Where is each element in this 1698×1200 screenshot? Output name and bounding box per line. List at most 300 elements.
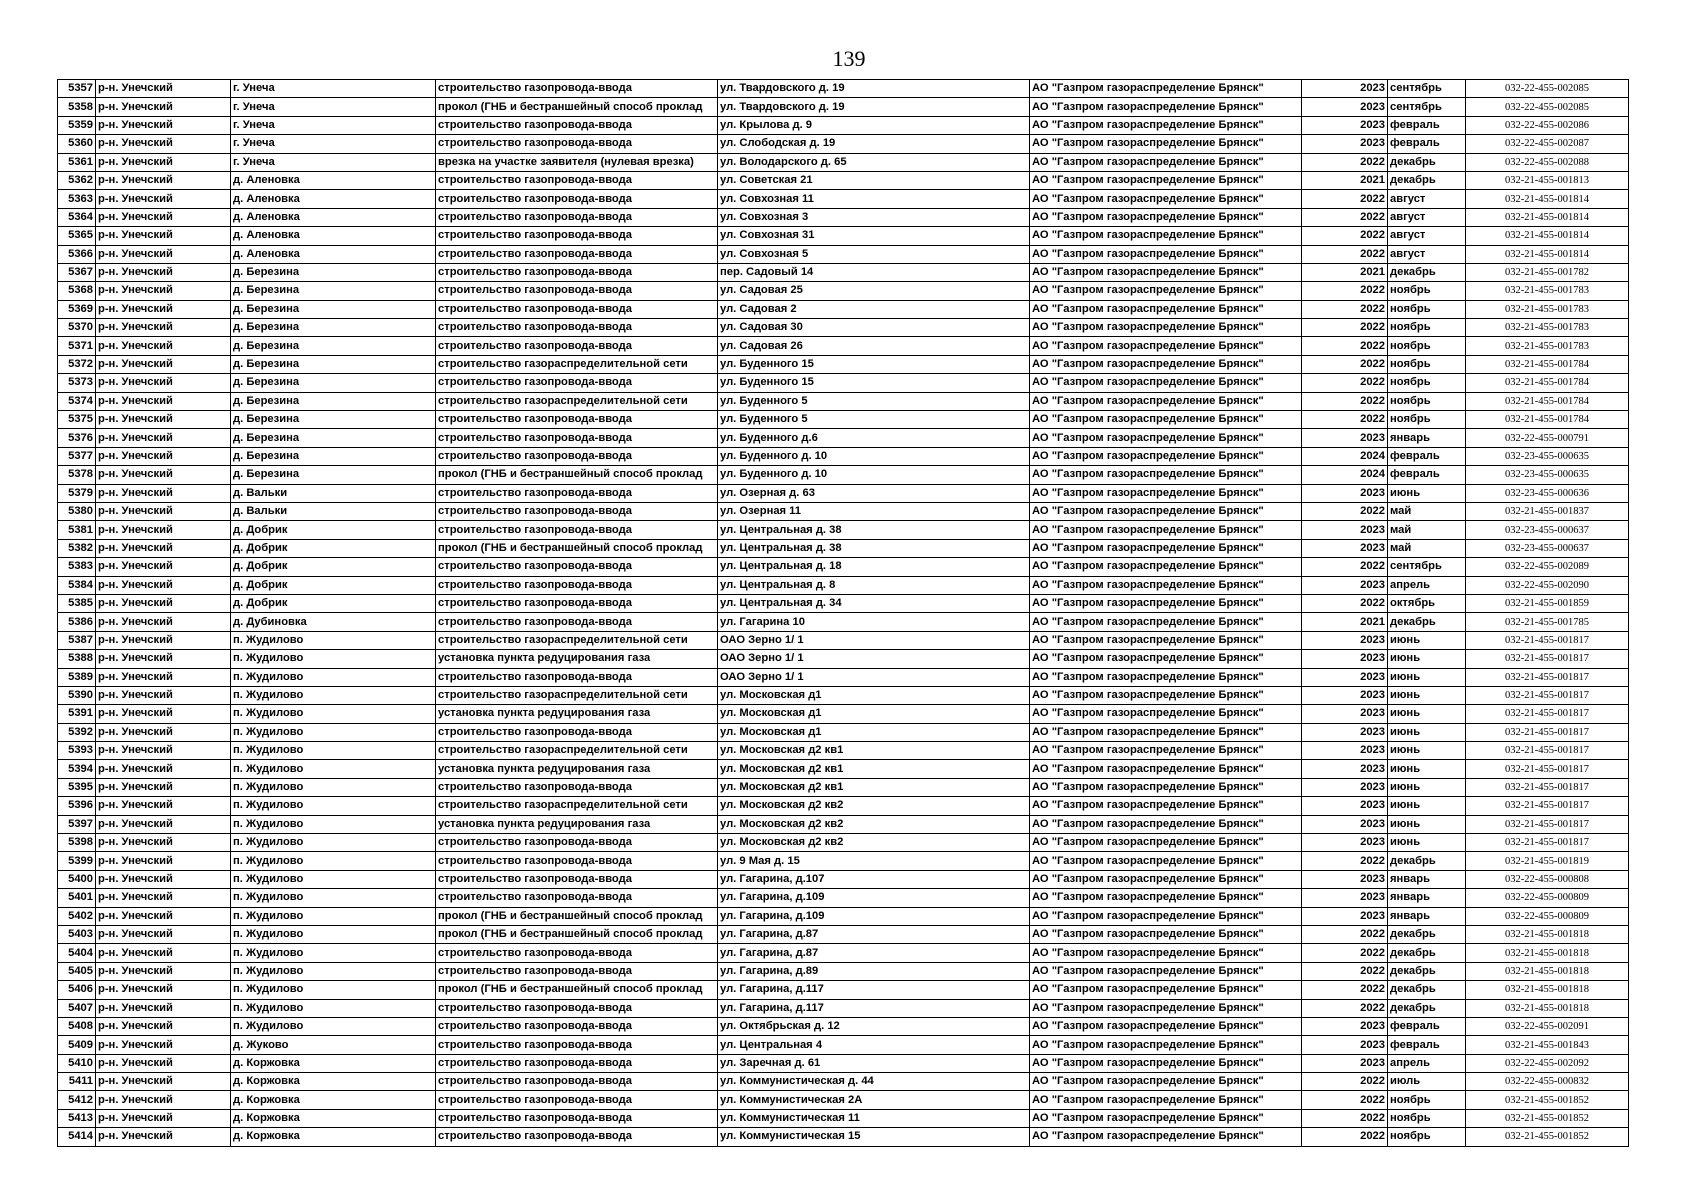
month-cell: ноябрь	[1388, 319, 1466, 337]
district-cell: р-н. Унечский	[96, 319, 231, 337]
locality-cell: п. Жудилово	[231, 999, 436, 1017]
table-row	[58, 539, 1629, 557]
month-cell: январь	[1388, 870, 1466, 888]
year-cell: 2023	[1302, 576, 1388, 594]
organization-cell: АО "Газпром газораспределение Брянск"	[1030, 760, 1302, 778]
organization-cell: АО "Газпром газораспределение Брянск"	[1030, 208, 1302, 226]
locality-cell: д. Коржовка	[231, 1128, 436, 1146]
month-cell: декабрь	[1388, 613, 1466, 631]
table-row	[58, 411, 1629, 429]
contract-code-cell: 032-21-455-001817	[1466, 668, 1629, 686]
row-number-cell: 5385	[58, 594, 96, 612]
row-number-cell: 5379	[58, 484, 96, 502]
address-cell: ул. Гагарина, д.107	[718, 870, 1030, 888]
table-row	[58, 171, 1629, 189]
address-cell: ул. Совхозная 5	[718, 245, 1030, 263]
locality-cell: д. Добрик	[231, 558, 436, 576]
year-cell: 2024	[1302, 466, 1388, 484]
row-number-cell: 5376	[58, 429, 96, 447]
work-type-cell: строительство газораспределительной сети	[436, 686, 718, 704]
table-row	[58, 594, 1629, 612]
contract-code-cell: 032-22-455-000809	[1466, 907, 1629, 925]
address-cell: ул. Твардовского д. 19	[718, 98, 1030, 116]
locality-cell: п. Жудилово	[231, 760, 436, 778]
organization-cell: АО "Газпром газораспределение Брянск"	[1030, 668, 1302, 686]
work-type-cell: строительство газопровода-ввода	[436, 1091, 718, 1109]
work-type-cell: строительство газопровода-ввода	[436, 227, 718, 245]
row-number-cell: 5405	[58, 962, 96, 980]
locality-cell: д. Коржовка	[231, 1109, 436, 1127]
contract-code-cell: 032-21-455-001782	[1466, 263, 1629, 281]
year-cell: 2021	[1302, 171, 1388, 189]
locality-cell: д. Березина	[231, 300, 436, 318]
contract-code-cell: 032-23-455-000637	[1466, 521, 1629, 539]
contract-code-cell: 032-21-455-001814	[1466, 227, 1629, 245]
organization-cell: АО "Газпром газораспределение Брянск"	[1030, 319, 1302, 337]
table-row	[58, 374, 1629, 392]
address-cell: ОАО Зерно 1/ 1	[718, 631, 1030, 649]
row-number-cell: 5389	[58, 668, 96, 686]
work-type-cell: строительство газопровода-ввода	[436, 834, 718, 852]
organization-cell: АО "Газпром газораспределение Брянск"	[1030, 135, 1302, 153]
contract-code-cell: 032-21-455-001784	[1466, 411, 1629, 429]
work-type-cell: строительство газопровода-ввода	[436, 411, 718, 429]
organization-cell: АО "Газпром газораспределение Брянск"	[1030, 153, 1302, 171]
district-cell: р-н. Унечский	[96, 981, 231, 999]
organization-cell: АО "Газпром газораспределение Брянск"	[1030, 502, 1302, 520]
month-cell: июнь	[1388, 631, 1466, 649]
month-cell: февраль	[1388, 1017, 1466, 1035]
year-cell: 2023	[1302, 668, 1388, 686]
organization-cell: АО "Газпром газораспределение Брянск"	[1030, 1109, 1302, 1127]
work-type-cell: строительство газопровода-ввода	[436, 723, 718, 741]
year-cell: 2023	[1302, 760, 1388, 778]
table-row	[58, 429, 1629, 447]
address-cell: ул. Гагарина, д.117	[718, 981, 1030, 999]
month-cell: июнь	[1388, 668, 1466, 686]
contract-code-cell: 032-21-455-001817	[1466, 723, 1629, 741]
organization-cell: АО "Газпром газораспределение Брянск"	[1030, 1036, 1302, 1054]
contract-code-cell: 032-22-455-002088	[1466, 153, 1629, 171]
work-type-cell: строительство газопровода-ввода	[436, 300, 718, 318]
organization-cell: АО "Газпром газораспределение Брянск"	[1030, 1073, 1302, 1091]
contract-code-cell: 032-21-455-001785	[1466, 613, 1629, 631]
contract-code-cell: 032-22-455-002089	[1466, 558, 1629, 576]
table-row	[58, 447, 1629, 465]
address-cell: ул. Садовая 26	[718, 337, 1030, 355]
address-cell: ул. Центральная 4	[718, 1036, 1030, 1054]
contract-code-cell: 032-21-455-001817	[1466, 760, 1629, 778]
year-cell: 2022	[1302, 962, 1388, 980]
table-row	[58, 1128, 1629, 1146]
month-cell: апрель	[1388, 1054, 1466, 1072]
row-number-cell: 5358	[58, 98, 96, 116]
locality-cell: д. Аленовка	[231, 227, 436, 245]
row-number-cell: 5393	[58, 742, 96, 760]
year-cell: 2023	[1302, 889, 1388, 907]
year-cell: 2022	[1302, 852, 1388, 870]
year-cell: 2022	[1302, 1109, 1388, 1127]
district-cell: р-н. Унечский	[96, 1091, 231, 1109]
contract-code-cell: 032-21-455-001837	[1466, 502, 1629, 520]
year-cell: 2023	[1302, 135, 1388, 153]
year-cell: 2022	[1302, 319, 1388, 337]
locality-cell: д. Аленовка	[231, 245, 436, 263]
contract-code-cell: 032-22-455-000808	[1466, 870, 1629, 888]
contract-code-cell: 032-21-455-001817	[1466, 686, 1629, 704]
locality-cell: д. Березина	[231, 355, 436, 373]
district-cell: р-н. Унечский	[96, 1128, 231, 1146]
address-cell: ОАО Зерно 1/ 1	[718, 650, 1030, 668]
contract-code-cell: 032-21-455-001814	[1466, 190, 1629, 208]
month-cell: февраль	[1388, 1036, 1466, 1054]
organization-cell: АО "Газпром газораспределение Брянск"	[1030, 429, 1302, 447]
month-cell: август	[1388, 245, 1466, 263]
work-type-cell: строительство газопровода-ввода	[436, 594, 718, 612]
locality-cell: г. Унеча	[231, 80, 436, 98]
row-number-cell: 5410	[58, 1054, 96, 1072]
locality-cell: д. Березина	[231, 447, 436, 465]
contract-code-cell: 032-21-455-001813	[1466, 171, 1629, 189]
district-cell: р-н. Унечский	[96, 907, 231, 925]
district-cell: р-н. Унечский	[96, 502, 231, 520]
row-number-cell: 5396	[58, 797, 96, 815]
table-row	[58, 521, 1629, 539]
district-cell: р-н. Унечский	[96, 1036, 231, 1054]
row-number-cell: 5372	[58, 355, 96, 373]
table-row	[58, 484, 1629, 502]
organization-cell: АО "Газпром газораспределение Брянск"	[1030, 98, 1302, 116]
row-number-cell: 5361	[58, 153, 96, 171]
year-cell: 2022	[1302, 925, 1388, 943]
contract-code-cell: 032-21-455-001843	[1466, 1036, 1629, 1054]
table-row	[58, 116, 1629, 134]
contract-code-cell: 032-21-455-001814	[1466, 245, 1629, 263]
table-row	[58, 227, 1629, 245]
address-cell: ул. Московская д2 кв2	[718, 834, 1030, 852]
district-cell: р-н. Унечский	[96, 631, 231, 649]
locality-cell: п. Жудилово	[231, 889, 436, 907]
year-cell: 2023	[1302, 742, 1388, 760]
contract-code-cell: 032-23-455-000635	[1466, 466, 1629, 484]
month-cell: ноябрь	[1388, 1091, 1466, 1109]
year-cell: 2022	[1302, 558, 1388, 576]
organization-cell: АО "Газпром газораспределение Брянск"	[1030, 1091, 1302, 1109]
table-row	[58, 870, 1629, 888]
district-cell: р-н. Унечский	[96, 374, 231, 392]
work-type-cell: прокол (ГНБ и бестраншейный способ проклад	[436, 98, 718, 116]
organization-cell: АО "Газпром газораспределение Брянск"	[1030, 355, 1302, 373]
year-cell: 2022	[1302, 355, 1388, 373]
district-cell: р-н. Унечский	[96, 613, 231, 631]
row-number-cell: 5391	[58, 705, 96, 723]
contract-code-cell: 032-21-455-001817	[1466, 778, 1629, 796]
address-cell: ул. Гагарина 10	[718, 613, 1030, 631]
address-cell: ул. Московская д2 кв1	[718, 778, 1030, 796]
district-cell: р-н. Унечский	[96, 797, 231, 815]
table-row	[58, 502, 1629, 520]
organization-cell: АО "Газпром газораспределение Брянск"	[1030, 558, 1302, 576]
contract-code-cell: 032-21-455-001784	[1466, 355, 1629, 373]
district-cell: р-н. Унечский	[96, 135, 231, 153]
year-cell: 2023	[1302, 705, 1388, 723]
row-number-cell: 5366	[58, 245, 96, 263]
district-cell: р-н. Унечский	[96, 1073, 231, 1091]
contract-code-cell: 032-21-455-001814	[1466, 208, 1629, 226]
district-cell: р-н. Унечский	[96, 227, 231, 245]
row-number-cell: 5407	[58, 999, 96, 1017]
table-row	[58, 834, 1629, 852]
year-cell: 2023	[1302, 815, 1388, 833]
row-number-cell: 5363	[58, 190, 96, 208]
contract-code-cell: 032-23-455-000635	[1466, 447, 1629, 465]
organization-cell: АО "Газпром газораспределение Брянск"	[1030, 925, 1302, 943]
month-cell: май	[1388, 502, 1466, 520]
district-cell: р-н. Унечский	[96, 742, 231, 760]
organization-cell: АО "Газпром газораспределение Брянск"	[1030, 631, 1302, 649]
month-cell: июнь	[1388, 815, 1466, 833]
work-type-cell: строительство газопровода-ввода	[436, 502, 718, 520]
contract-code-cell: 032-23-455-000637	[1466, 539, 1629, 557]
year-cell: 2022	[1302, 337, 1388, 355]
row-number-cell: 5381	[58, 521, 96, 539]
district-cell: р-н. Унечский	[96, 668, 231, 686]
contract-code-cell: 032-21-455-001783	[1466, 300, 1629, 318]
organization-cell: АО "Газпром газораспределение Брянск"	[1030, 245, 1302, 263]
year-cell: 2023	[1302, 797, 1388, 815]
organization-cell: АО "Газпром газораспределение Брянск"	[1030, 392, 1302, 410]
organization-cell: АО "Газпром газораспределение Брянск"	[1030, 447, 1302, 465]
district-cell: р-н. Унечский	[96, 944, 231, 962]
year-cell: 2022	[1302, 999, 1388, 1017]
month-cell: апрель	[1388, 576, 1466, 594]
address-cell: ул. Центральная д. 34	[718, 594, 1030, 612]
address-cell: ОАО Зерно 1/ 1	[718, 668, 1030, 686]
organization-cell: АО "Газпром газораспределение Брянск"	[1030, 484, 1302, 502]
address-cell: ул. Совхозная 3	[718, 208, 1030, 226]
table-row	[58, 466, 1629, 484]
row-number-cell: 5411	[58, 1073, 96, 1091]
address-cell: ул. Садовая 2	[718, 300, 1030, 318]
district-cell: р-н. Унечский	[96, 171, 231, 189]
district-cell: р-н. Унечский	[96, 484, 231, 502]
work-type-cell: строительство газопровода-ввода	[436, 944, 718, 962]
organization-cell: АО "Газпром газораспределение Брянск"	[1030, 116, 1302, 134]
registry-body	[58, 80, 1629, 1147]
year-cell: 2023	[1302, 686, 1388, 704]
row-number-cell: 5364	[58, 208, 96, 226]
table-row	[58, 135, 1629, 153]
address-cell: ул. Октябрьская д. 12	[718, 1017, 1030, 1035]
year-cell: 2023	[1302, 1017, 1388, 1035]
work-type-cell: строительство газопровода-ввода	[436, 1073, 718, 1091]
work-type-cell: строительство газораспределительной сети	[436, 631, 718, 649]
table-row	[58, 889, 1629, 907]
work-type-cell: строительство газопровода-ввода	[436, 889, 718, 907]
locality-cell: д. Добрик	[231, 539, 436, 557]
work-type-cell: строительство газопровода-ввода	[436, 319, 718, 337]
contract-code-cell: 032-22-455-002085	[1466, 98, 1629, 116]
organization-cell: АО "Газпром газораспределение Брянск"	[1030, 521, 1302, 539]
work-type-cell: строительство газопровода-ввода	[436, 190, 718, 208]
organization-cell: АО "Газпром газораспределение Брянск"	[1030, 723, 1302, 741]
table-row	[58, 190, 1629, 208]
contract-code-cell: 032-21-455-001817	[1466, 742, 1629, 760]
row-number-cell: 5408	[58, 1017, 96, 1035]
work-type-cell: строительство газопровода-ввода	[436, 778, 718, 796]
row-number-cell: 5380	[58, 502, 96, 520]
year-cell: 2023	[1302, 539, 1388, 557]
district-cell: р-н. Унечский	[96, 337, 231, 355]
month-cell: июнь	[1388, 705, 1466, 723]
work-type-cell: строительство газопровода-ввода	[436, 374, 718, 392]
year-cell: 2023	[1302, 521, 1388, 539]
address-cell: ул. Центральная д. 38	[718, 539, 1030, 557]
row-number-cell: 5395	[58, 778, 96, 796]
address-cell: ул. Коммунистическая д. 44	[718, 1073, 1030, 1091]
work-type-cell: прокол (ГНБ и бестраншейный способ проклад	[436, 981, 718, 999]
year-cell: 2022	[1302, 245, 1388, 263]
row-number-cell: 5398	[58, 834, 96, 852]
month-cell: июнь	[1388, 484, 1466, 502]
month-cell: ноябрь	[1388, 355, 1466, 373]
organization-cell: АО "Газпром газораспределение Брянск"	[1030, 337, 1302, 355]
work-type-cell: строительство газопровода-ввода	[436, 282, 718, 300]
table-row	[58, 208, 1629, 226]
contract-code-cell: 032-21-455-001818	[1466, 981, 1629, 999]
locality-cell: д. Добрик	[231, 576, 436, 594]
row-number-cell: 5390	[58, 686, 96, 704]
locality-cell: д. Добрик	[231, 521, 436, 539]
locality-cell: д. Березина	[231, 374, 436, 392]
work-type-cell: строительство газопровода-ввода	[436, 447, 718, 465]
table-row	[58, 999, 1629, 1017]
address-cell: ул. Московская д2 кв2	[718, 797, 1030, 815]
organization-cell: АО "Газпром газораспределение Брянск"	[1030, 1128, 1302, 1146]
address-cell: ул. Гагарина, д.89	[718, 962, 1030, 980]
district-cell: р-н. Унечский	[96, 1017, 231, 1035]
work-type-cell: строительство газопровода-ввода	[436, 613, 718, 631]
contract-code-cell: 032-21-455-001817	[1466, 705, 1629, 723]
contract-code-cell: 032-21-455-001859	[1466, 594, 1629, 612]
work-type-cell: строительство газопровода-ввода	[436, 429, 718, 447]
table-row	[58, 1036, 1629, 1054]
month-cell: январь	[1388, 889, 1466, 907]
table-row	[58, 319, 1629, 337]
work-type-cell: строительство газопровода-ввода	[436, 852, 718, 870]
district-cell: р-н. Унечский	[96, 558, 231, 576]
address-cell: ул. Буденного 15	[718, 355, 1030, 373]
organization-cell: АО "Газпром газораспределение Брянск"	[1030, 80, 1302, 98]
month-cell: июнь	[1388, 686, 1466, 704]
month-cell: сентябрь	[1388, 558, 1466, 576]
address-cell: ул. Гагарина, д.109	[718, 907, 1030, 925]
contract-code-cell: 032-21-455-001783	[1466, 282, 1629, 300]
table-row	[58, 797, 1629, 815]
month-cell: декабрь	[1388, 999, 1466, 1017]
organization-cell: АО "Газпром газораспределение Брянск"	[1030, 374, 1302, 392]
district-cell: р-н. Унечский	[96, 723, 231, 741]
table-row	[58, 1091, 1629, 1109]
contract-code-cell: 032-21-455-001817	[1466, 797, 1629, 815]
organization-cell: АО "Газпром газораспределение Брянск"	[1030, 870, 1302, 888]
year-cell: 2022	[1302, 282, 1388, 300]
table-row	[58, 686, 1629, 704]
row-number-cell: 5400	[58, 870, 96, 888]
row-number-cell: 5412	[58, 1091, 96, 1109]
organization-cell: АО "Газпром газораспределение Брянск"	[1030, 797, 1302, 815]
table-row	[58, 80, 1629, 98]
locality-cell: д. Березина	[231, 319, 436, 337]
work-type-cell: строительство газопровода-ввода	[436, 337, 718, 355]
work-type-cell: прокол (ГНБ и бестраншейный способ проклад	[436, 466, 718, 484]
district-cell: р-н. Унечский	[96, 466, 231, 484]
contract-code-cell: 032-21-455-001783	[1466, 337, 1629, 355]
table-row	[58, 1017, 1629, 1035]
month-cell: ноябрь	[1388, 1128, 1466, 1146]
organization-cell: АО "Газпром газораспределение Брянск"	[1030, 466, 1302, 484]
table-row	[58, 907, 1629, 925]
locality-cell: г. Унеча	[231, 116, 436, 134]
address-cell: ул. Озерная 11	[718, 502, 1030, 520]
year-cell: 2023	[1302, 870, 1388, 888]
locality-cell: д. Аленовка	[231, 171, 436, 189]
organization-cell: АО "Газпром газораспределение Брянск"	[1030, 981, 1302, 999]
month-cell: декабрь	[1388, 925, 1466, 943]
address-cell: ул. Гагарина, д.87	[718, 925, 1030, 943]
month-cell: июнь	[1388, 723, 1466, 741]
locality-cell: д. Коржовка	[231, 1091, 436, 1109]
table-row	[58, 650, 1629, 668]
organization-cell: АО "Газпром газораспределение Брянск"	[1030, 650, 1302, 668]
year-cell: 2023	[1302, 80, 1388, 98]
address-cell: пер. Садовый 14	[718, 263, 1030, 281]
address-cell: ул. Коммунистическая 15	[718, 1128, 1030, 1146]
work-type-cell: строительство газопровода-ввода	[436, 80, 718, 98]
locality-cell: д. Вальки	[231, 484, 436, 502]
address-cell: ул. Володарского д. 65	[718, 153, 1030, 171]
address-cell: ул. Московская д1	[718, 723, 1030, 741]
month-cell: январь	[1388, 907, 1466, 925]
locality-cell: г. Унеча	[231, 153, 436, 171]
year-cell: 2023	[1302, 834, 1388, 852]
table-row	[58, 337, 1629, 355]
work-type-cell: установка пункта редуцирования газа	[436, 705, 718, 723]
locality-cell: д. Коржовка	[231, 1054, 436, 1072]
year-cell: 2023	[1302, 723, 1388, 741]
address-cell: ул. 9 Мая д. 15	[718, 852, 1030, 870]
row-number-cell: 5362	[58, 171, 96, 189]
month-cell: май	[1388, 539, 1466, 557]
work-type-cell: строительство газораспределительной сети	[436, 742, 718, 760]
contract-code-cell: 032-23-455-000636	[1466, 484, 1629, 502]
row-number-cell: 5382	[58, 539, 96, 557]
address-cell: ул. Буденного д. 10	[718, 447, 1030, 465]
address-cell: ул. Московская д2 кв1	[718, 742, 1030, 760]
organization-cell: АО "Газпром газораспределение Брянск"	[1030, 300, 1302, 318]
contract-code-cell: 032-22-455-002091	[1466, 1017, 1629, 1035]
work-type-cell: строительство газопровода-ввода	[436, 1017, 718, 1035]
month-cell: декабрь	[1388, 263, 1466, 281]
year-cell: 2023	[1302, 98, 1388, 116]
table-row	[58, 1054, 1629, 1072]
row-number-cell: 5357	[58, 80, 96, 98]
locality-cell: п. Жудилово	[231, 834, 436, 852]
month-cell: ноябрь	[1388, 282, 1466, 300]
year-cell: 2023	[1302, 650, 1388, 668]
locality-cell: д. Аленовка	[231, 208, 436, 226]
district-cell: р-н. Унечский	[96, 705, 231, 723]
